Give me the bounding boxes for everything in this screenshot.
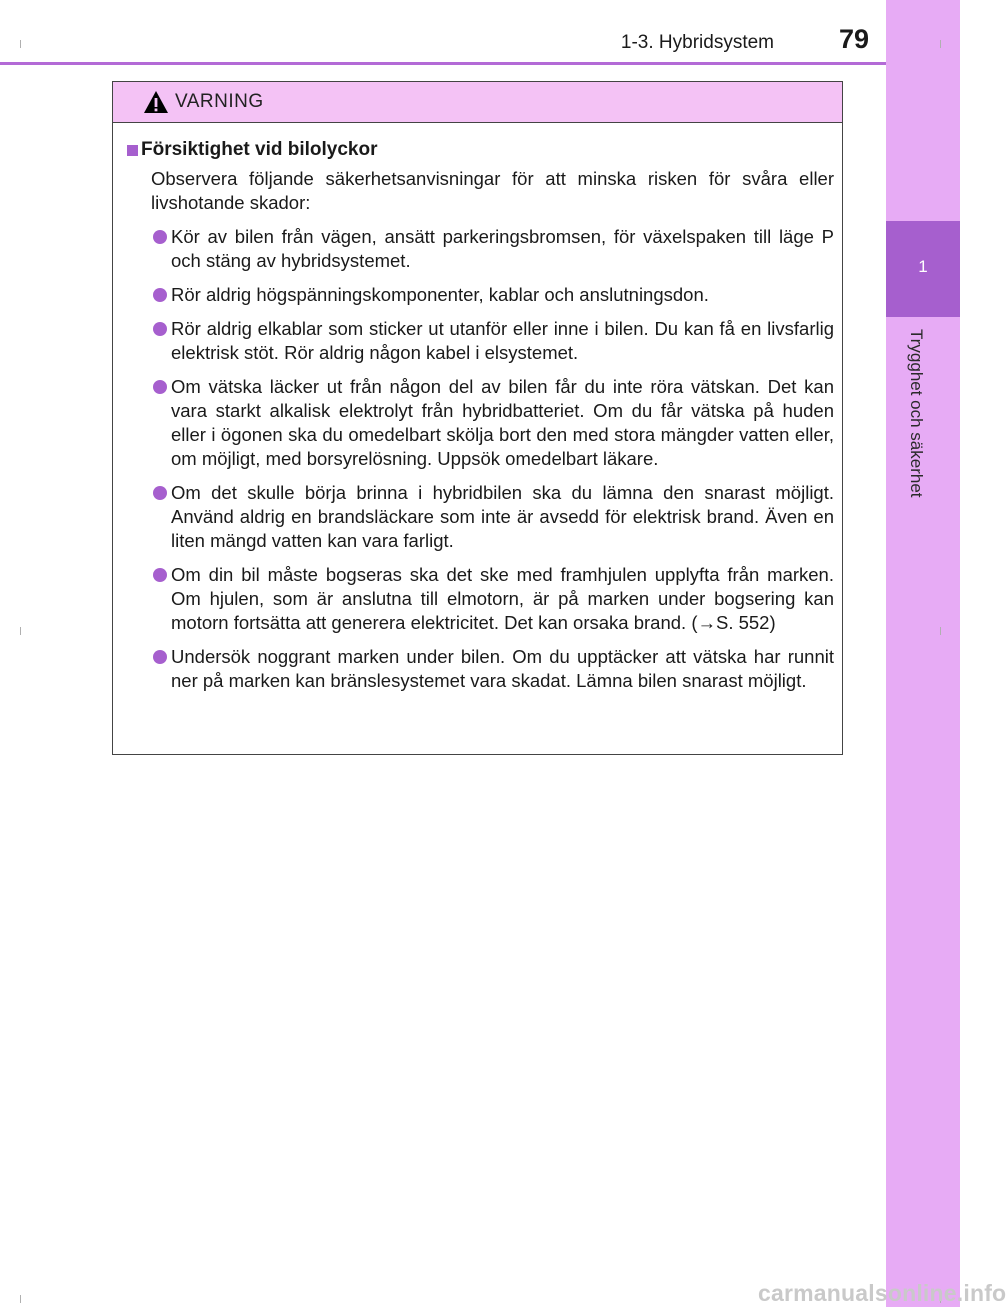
bullet-text: Rör aldrig högspänningskomponenter, kablar och anslutningsdon. (171, 284, 709, 305)
page-number: 79 (838, 24, 870, 54)
bullet-text: Om din bil måste bogseras ska det ske med framhjulen upplyfta från marken. Om hjulen, som är anslutna till elmotorn, är på marken under bogsering kan motorn fortsätta att generera elektricitet. Det kan orsaka brand. (→S. 552) (171, 564, 834, 633)
square-bullet-icon (127, 145, 138, 156)
warning-label: VARNING (175, 91, 264, 112)
bullet-dot-icon (153, 486, 167, 500)
warning-box (112, 81, 843, 755)
crop-mark (940, 627, 941, 635)
crop-mark (20, 627, 21, 635)
intro-paragraph: Observera följande säkerhetsanvisningar för att minska risken för svåra eller livshotande skador: (151, 168, 834, 213)
list-item (127, 563, 834, 635)
bullet-list (127, 225, 834, 693)
chapter-number: 1 (918, 257, 928, 276)
list-item (127, 645, 834, 693)
section-title: 1-3. Hybridsystem (620, 32, 774, 53)
bullet-text: Rör aldrig elkablar som sticker ut utanför eller inne i bilen. Du kan få en livsfarlig elektrisk stöt. Rör aldrig någon kabel i elsystemet. (171, 318, 834, 363)
crop-mark (20, 1295, 21, 1303)
header-rule (0, 62, 886, 65)
crop-mark (20, 40, 21, 48)
chapter-tab[interactable] (886, 221, 960, 317)
topic-heading-text: Försiktighet vid bilolyckor (141, 139, 378, 160)
list-item (127, 317, 834, 365)
warning-body (113, 123, 842, 693)
bullet-dot-icon (153, 568, 167, 582)
topic-heading (127, 137, 834, 163)
bullet-text: Kör av bilen från vägen, ansätt parkeringsbromsen, för växelspaken till läge P och stäng av hybridsystemet. (171, 226, 834, 271)
list-item (127, 283, 834, 307)
bullet-text: Om det skulle börja brinna i hybridbilen ska du lämna den snarast möjligt. Använd aldrig en brandsläckare som inte är avsedd för elektrisk brand. Även en liten mängd vatten kan vara farligt. (171, 482, 834, 551)
bullet-dot-icon (153, 380, 167, 394)
bullet-dot-icon (153, 288, 167, 302)
warning-header (113, 82, 842, 123)
bullet-text: Om vätska läcker ut från någon del av bilen får du inte röra vätskan. Det kan vara starkt alkalisk elektrolyt från hybridbatteriet. Om du får vätska på huden eller i ögonen ska du omedelbart skölja bort den med stora mängder vatten eller, om möjligt, med borsyrelösning. Uppsök omedelbart läkare. (171, 376, 834, 469)
list-item (127, 481, 834, 553)
side-tab (886, 0, 960, 1307)
bullet-dot-icon (153, 230, 167, 244)
crop-mark (940, 40, 941, 48)
list-item (127, 375, 834, 471)
warning-triangle-icon (143, 90, 169, 114)
bullet-text: Undersök noggrant marken under bilen. Om du upptäcker att vätska har runnit ner på marken kan bränslesystemet vara skadat. Lämna bilen snarast möjligt. (171, 646, 834, 691)
chapter-title: Trygghet och säkerhet (907, 329, 926, 498)
bullet-dot-icon (153, 650, 167, 664)
site-watermark: carmanualsonline.info (758, 1280, 1006, 1306)
bullet-dot-icon (153, 322, 167, 336)
list-item (127, 225, 834, 273)
